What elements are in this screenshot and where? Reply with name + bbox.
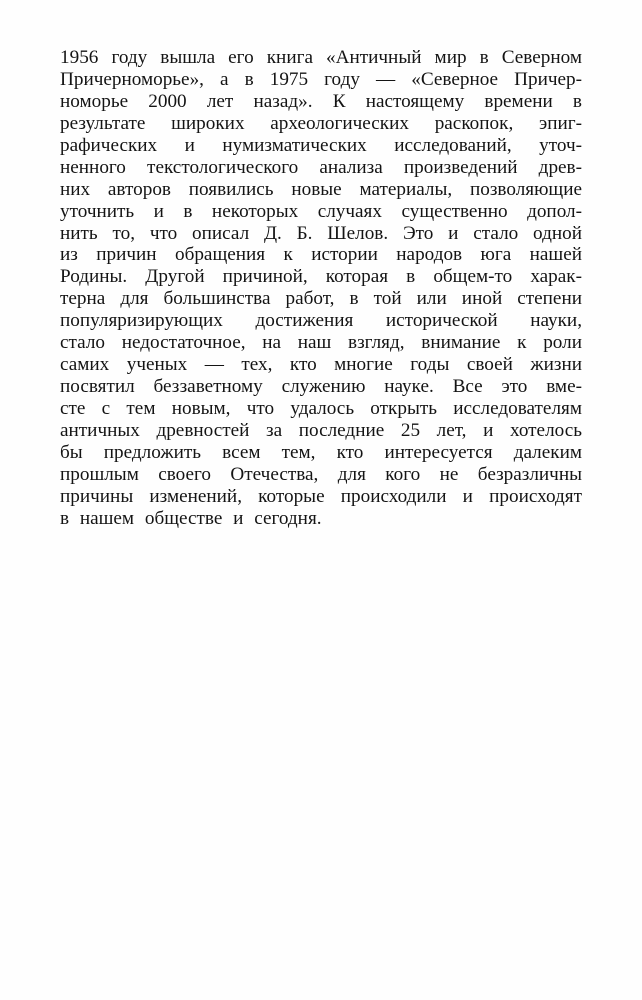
text-line-10: из причин обращения к истории народов юга нашей (60, 244, 582, 266)
text-line-3: номорье 2000 лет назад». К настоящему времени в (60, 90, 582, 112)
text-line-7: них авторов появились новые материалы, позволяющие (60, 178, 582, 200)
text-line-12: терна для большинства работ, в той или иной степени (60, 288, 582, 310)
text-line-6: ненного текстологического анализа произведений древ- (60, 156, 582, 178)
text-line-17: сте с тем новым, что удалось открыть исследователям (60, 398, 582, 419)
text-line-19: бы предложить всем тем, кто интересуется далеким (60, 441, 582, 463)
text-line-22: в нашем обществе и сегодня. (60, 507, 322, 529)
text-line-20: прошлым своего Отечества, для кого не безразличны (60, 463, 582, 485)
text-line-9: нить то, что описал Д. Б. Шелов. Это и стало одной (60, 222, 582, 244)
text-line-1: 1956 году вышла его книга «Античный мир в Северном (60, 47, 582, 68)
text-line-21: причины изменений, которые происходили и происходят (60, 485, 582, 507)
text-line-8: уточнить и в некоторых случаях существенно допол- (60, 200, 582, 222)
text-line-4: результате широких археологических раскопок, эпиг- (60, 112, 582, 134)
text-line-2: Причерноморье», а в 1975 году — «Северное Причер- (60, 68, 582, 90)
text-line-13: популяризирующих достижения исторической науки, (60, 310, 582, 332)
text-line-16: посвятил беззаветному служению науке. Все это вме- (60, 376, 582, 398)
text-line-18: античных древностей за последние 25 лет, и хотелось (60, 419, 582, 441)
text-line-11: Родины. Другой причиной, которая в общем-то харак- (60, 266, 582, 288)
text-line-15: самих ученых — тех, кто многие годы своей жизни (60, 354, 582, 376)
text-line-14: стало недостаточное, на наш взгляд, внимание к роли (60, 332, 582, 354)
body-paragraph (60, 47, 582, 530)
text-line-5: рафических и нумизматических исследований, уточ- (60, 134, 582, 156)
